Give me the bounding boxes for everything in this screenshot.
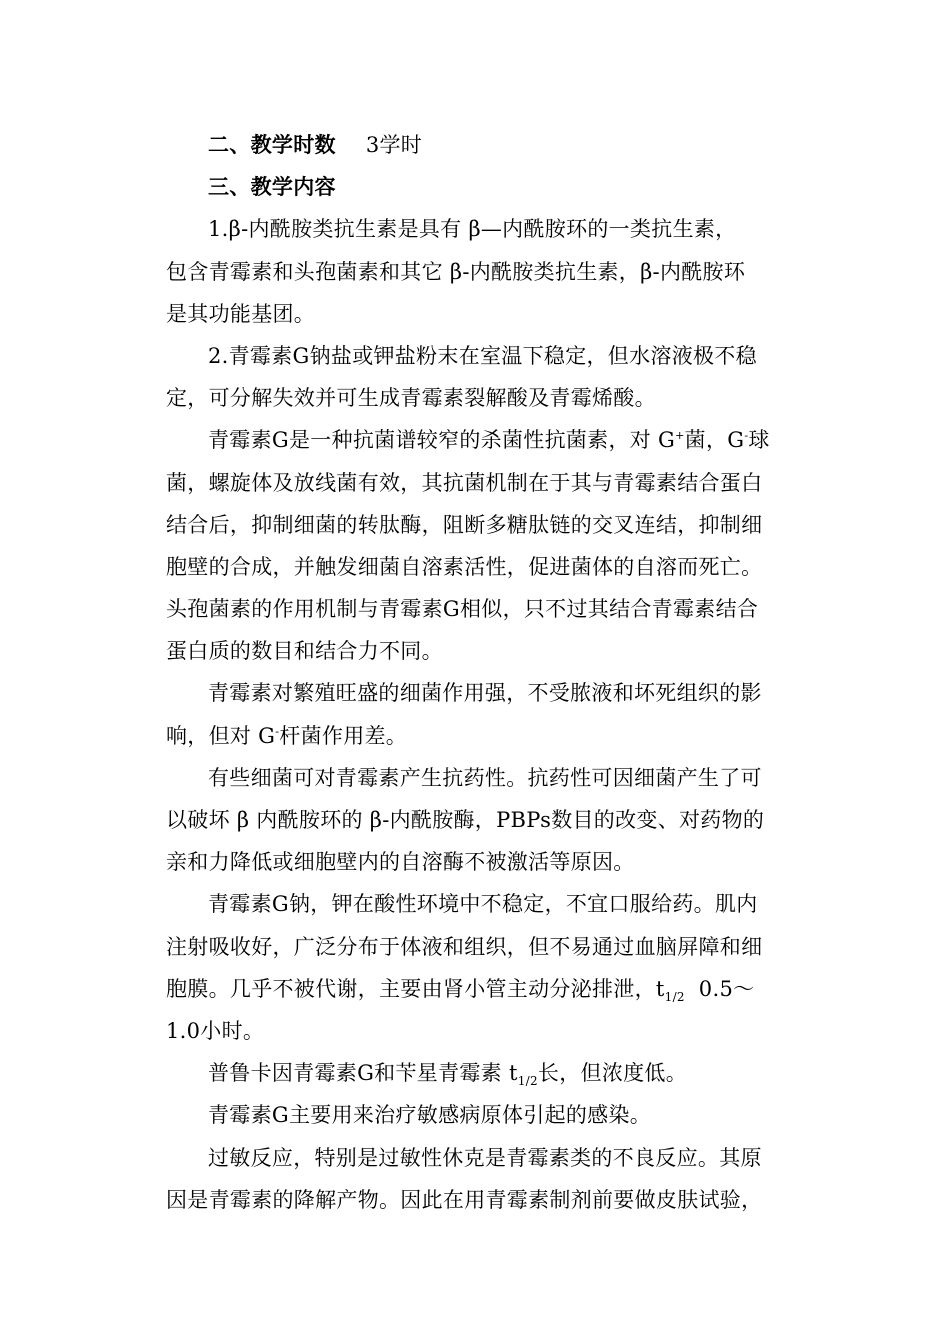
text-line: 注射吸收好，广泛分布于体液和组织，但不易通过血脑屏障和细 (166, 934, 763, 959)
text-run: 长，但浓度低。 (537, 1061, 688, 1086)
heading-hours-value: 3学时 (365, 133, 423, 157)
text-line (166, 419, 786, 461)
superscript: - (744, 429, 749, 443)
text-line: 是其功能基团。 (166, 301, 316, 326)
subscript: 1/2 (517, 1074, 538, 1089)
text-run: 胞膜。几乎不被代谢，主要由肾小管主动分泌排泄，t (166, 976, 665, 1001)
paragraph-6 (166, 883, 786, 1052)
text-line: 亲和力降低或细胞壁内的自溶酶不被激活等原因。 (166, 850, 635, 875)
text-line: 定，可分解失效并可生成青霉素裂解酸及青霉烯酸。 (166, 386, 656, 411)
text-line: 2.青霉素G钠盐或钾盐粉末在室温下稳定，但水溶液极不稳 (208, 343, 757, 368)
text-line: 有些细菌可对青霉素产生抗药性。抗药性可因细菌产生了可 (208, 765, 762, 790)
section-heading-content: 三、教学内容 (208, 174, 336, 200)
subscript: 1/2 (664, 989, 685, 1004)
text-run: 球 (748, 428, 770, 453)
text-run: 普鲁卡因青霉素G和苄星青霉素 t (208, 1061, 518, 1086)
paragraph-9 (166, 1137, 786, 1221)
text-line: 因是青霉素的降解产物。因此在用青霉素制剂前要做皮肤试验， (166, 1187, 763, 1212)
text-line: 1.0小时。 (166, 1018, 265, 1043)
superscript: + (675, 429, 685, 443)
text-line: 以破坏 β 内酰胺环的 β-内酰胺酶，PBPs数目的改变、对药物的 (166, 808, 765, 832)
paragraph-1 (166, 208, 786, 335)
superscript: - (275, 724, 280, 738)
text-line: 1.β-内酰胺类抗生素是具有 β—内酰胺环的一类抗生素， (208, 217, 737, 242)
paragraph-7 (166, 1052, 786, 1094)
text-line: 胞壁的合成，并触发细菌自溶素活性，促进菌体的自溶而死亡。 (166, 554, 763, 579)
text-run: 杆菌作用差。 (279, 723, 408, 748)
paragraph-3 (166, 419, 786, 672)
text-run: 菌，G (684, 428, 745, 453)
text-run: 0.5～ (684, 976, 755, 1001)
text-line: 过敏反应，特别是过敏性休克是青霉素类的不良反应。其原 (208, 1145, 762, 1170)
text-run: 响，但对 G (166, 723, 276, 748)
text-line: 青霉素对繁殖旺盛的细菌作用强，不受脓液和坏死组织的影 (208, 681, 762, 706)
text-line: 青霉素G主要用来治疗敏感病原体引起的感染。 (208, 1103, 652, 1128)
text-line: 头孢菌素的作用机制与青霉素G相似，只不过其结合青霉素结合 (166, 597, 759, 622)
heading-hours-label: 二、教学时数 (208, 132, 336, 157)
text-line: 青霉素G钠，钾在酸性环境中不稳定，不宜口服给药。肌内 (208, 892, 758, 917)
paragraph-2 (166, 335, 786, 419)
text-line: 菌，螺旋体及放线菌有效，其抗菌机制在于其与青霉素结合蛋白 (166, 470, 763, 495)
text-line (166, 1052, 786, 1094)
document-page (166, 124, 786, 1221)
text-line (166, 968, 786, 1010)
text-line: 包含青霉素和头孢菌素和其它 β-内酰胺类抗生素，β-内酰胺环 (166, 259, 746, 284)
text-line (166, 715, 786, 757)
text-line: 结合后，抑制细菌的转肽酶，阻断多糖肽链的交叉连结，抑制细 (166, 512, 763, 537)
paragraph-4 (166, 672, 786, 756)
section-heading-hours (166, 124, 786, 166)
text-run: 青霉素G是一种抗菌谱较窄的杀菌性抗菌素，对 G (208, 428, 676, 453)
paragraph-5 (166, 757, 786, 884)
text-line: 蛋白质的数目和结合力不同。 (166, 639, 443, 664)
paragraph-8 (166, 1094, 786, 1136)
